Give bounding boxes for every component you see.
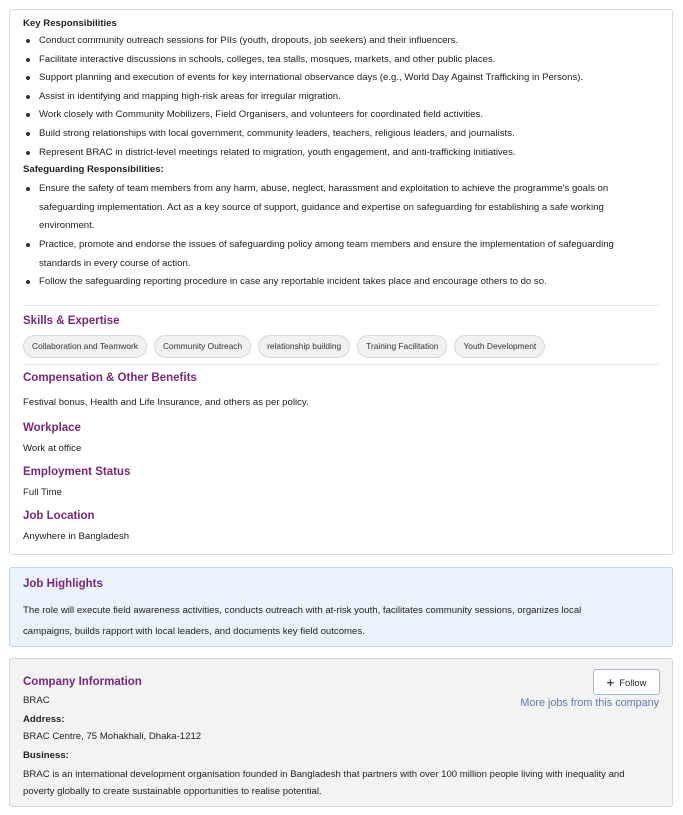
company-business <box>23 766 659 800</box>
list-item <box>23 180 659 236</box>
key-responsibilities-heading: Key Responsibilities <box>23 18 117 29</box>
skills-chip-list <box>23 335 659 358</box>
follow-button[interactable] <box>593 669 660 695</box>
skill-chip[interactable]: Collaboration and Teamwork <box>23 335 147 358</box>
address-label: Address: <box>23 714 65 725</box>
job-highlights-line: campaigns, builds rapport with local leaders, and documents key field outcomes. <box>23 626 365 637</box>
skills-title: Skills & Expertise <box>23 314 120 327</box>
company-info-card <box>9 658 673 807</box>
compensation-text: Festival bonus, Health and Life Insurance, and others as per policy. <box>23 396 309 408</box>
list-item: Assist in identifying and mapping high-risk areas for irregular migration. <box>23 88 659 107</box>
job-highlights-title: Job Highlights <box>23 578 103 590</box>
list-item-line: Practice, promote and endorse the issues of safeguarding policy among team members and ensure the implementation of safeguarding <box>39 238 614 250</box>
business-line: poverty globally to create sustainable opportunities to realise potential. <box>23 786 322 797</box>
list-item <box>23 236 659 273</box>
list-item <box>23 273 659 292</box>
list-item: Conduct community outreach sessions for PIIs (youth, dropouts, job seekers) and their influencers. <box>23 32 659 51</box>
list-item: Represent BRAC in district-level meetings related to migration, youth engagement, and anti-trafficking initiatives. <box>23 144 659 163</box>
job-location-text: Anywhere in Bangladesh <box>23 530 130 542</box>
company-address: BRAC Centre, 75 Mohakhali, Dhaka-1212 <box>23 731 202 742</box>
list-item-line: Ensure the safety of team members from any harm, abuse, neglect, harassment and exploitation to achieve the programme's goals on <box>39 183 609 195</box>
business-line: BRAC is an international development organisation founded in Bangladesh that partners with over 100 million people living with inequality and <box>23 769 625 780</box>
list-item: Facilitate interactive discussions in schools, colleges, tea stalls, mosques, markets, and other public places. <box>23 51 659 70</box>
job-location-title: Job Location <box>23 509 95 522</box>
job-highlights-text <box>23 600 659 642</box>
job-highlights-card <box>9 567 673 647</box>
skill-chip[interactable]: Training Facilitation <box>357 335 447 358</box>
divider <box>23 364 659 365</box>
company-info-title: Company Information <box>23 676 142 688</box>
list-item-line: standards in every course of action. <box>39 257 191 269</box>
list-item: Work closely with Community Mobilizers, Field Organisers, and volunteers for coordinated field activities. <box>23 106 659 125</box>
skill-chip[interactable]: Community Outreach <box>154 335 251 358</box>
company-name: BRAC <box>23 695 50 706</box>
follow-label: Follow <box>619 676 647 688</box>
workplace-text: Work at office <box>23 442 82 454</box>
workplace-title: Workplace <box>23 421 81 434</box>
job-highlights-line: The role will execute field awareness activities, conducts outreach with at-risk youth, facilitates community sessions, organizes local <box>23 605 582 616</box>
skill-chip[interactable]: relationship building <box>258 335 350 358</box>
employment-status-title: Employment Status <box>23 465 131 478</box>
business-label: Business: <box>23 750 69 761</box>
safeguarding-list <box>23 180 659 292</box>
list-item: Support planning and execution of events for key international observance days (e.g., World Day Against Trafficking in Persons). <box>23 69 659 88</box>
list-item-line: safeguarding implementation. Act as a key source of support, guidance and expertise on safeguarding for establishing a safe working <box>39 201 604 213</box>
plus-icon: + <box>606 674 615 690</box>
job-details-card <box>9 9 673 555</box>
list-item-line: Follow the safeguarding reporting procedure in case any reportable incident takes place and encourage others to do so. <box>39 276 547 288</box>
safeguarding-heading: Safeguarding Responsibilities: <box>23 164 164 176</box>
divider <box>23 305 659 306</box>
key-responsibilities-list <box>23 32 659 162</box>
list-item: Build strong relationships with local government, community leaders, teachers, religious leaders, and journalists. <box>23 125 659 144</box>
more-jobs-link[interactable]: More jobs from this company <box>520 697 659 709</box>
list-item-line: environment. <box>39 220 95 232</box>
compensation-title: Compensation & Other Benefits <box>23 371 197 384</box>
employment-status-text: Full Time <box>23 486 62 498</box>
skill-chip[interactable]: Youth Development <box>454 335 545 358</box>
